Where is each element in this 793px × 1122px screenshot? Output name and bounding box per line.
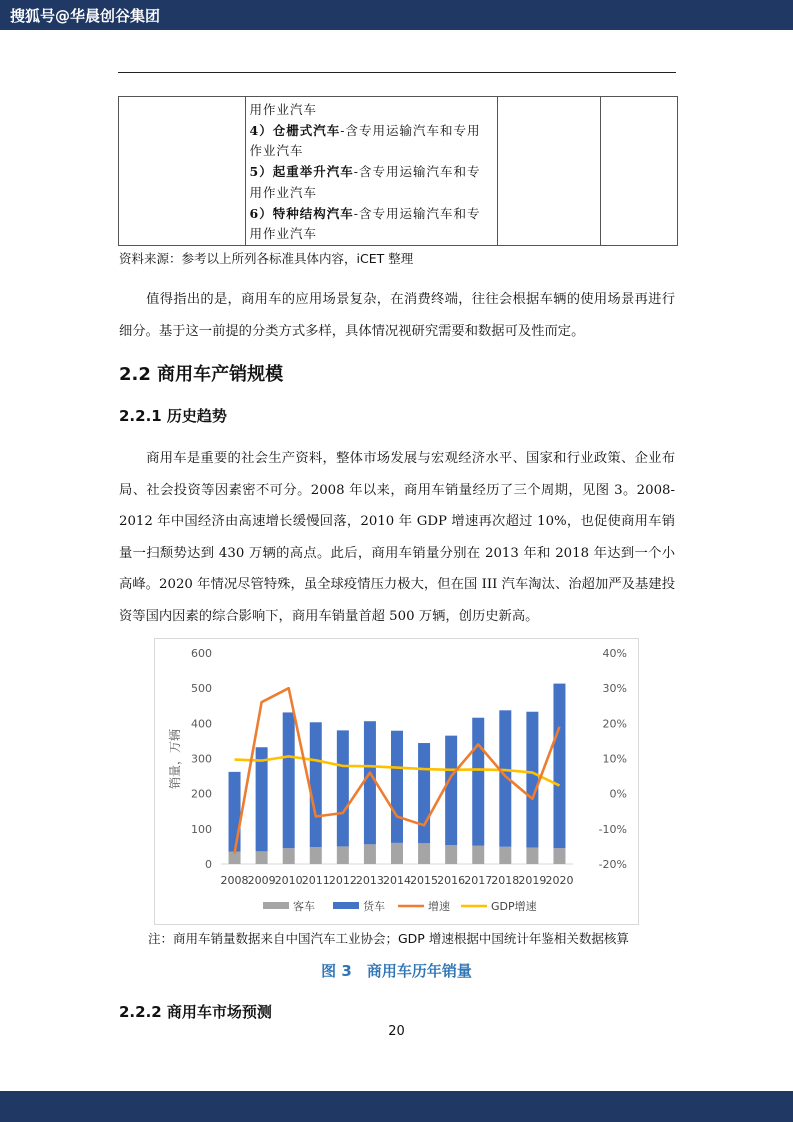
table-source-note: 资料来源：参考以上所列各标准具体内容，iCET 整理 (119, 251, 414, 266)
y2-tick-label: -20% (598, 858, 627, 871)
table-line (250, 121, 493, 142)
table-line-text: 用作业汽车 (249, 184, 318, 200)
bar-truck (229, 772, 241, 852)
page-number: 20 (388, 1024, 405, 1039)
bar-truck (337, 730, 349, 846)
x-tick-label: 2018 (491, 874, 520, 887)
figure-caption: 图 3 商用车历年销量 (321, 962, 472, 980)
y2-tick-label: 40% (602, 647, 627, 660)
bar-bus (337, 846, 349, 864)
bar-truck (283, 712, 295, 848)
bar-bus (283, 848, 295, 864)
bottom-banner (0, 1091, 793, 1122)
y-tick-label: 600 (191, 647, 212, 660)
table-line-text: -含专用运输汽车和专 (353, 164, 481, 180)
legend-label: 增速 (428, 900, 450, 913)
bar-bus (364, 844, 376, 864)
table-line (250, 162, 493, 183)
legend-label: GDP增速 (491, 900, 537, 913)
x-tick-label: 2016 (437, 874, 466, 887)
x-tick-label: 2015 (410, 874, 439, 887)
x-tick-label: 2012 (328, 874, 357, 887)
table-cell-content (245, 97, 497, 246)
table-line-text: 作业汽车 (249, 143, 304, 159)
table-cell-empty-3 (601, 97, 678, 246)
bar-bus (553, 848, 565, 864)
bar-bus (310, 847, 322, 864)
bar-truck (391, 731, 403, 843)
y-tick-label: 0 (205, 858, 212, 871)
bar-bus (472, 846, 484, 864)
y2-tick-label: 10% (602, 752, 627, 766)
legend-swatch (263, 902, 289, 909)
table-line-bold: 5）起重举升汽车 (249, 164, 354, 180)
table-cell-empty-2 (497, 97, 601, 246)
sales-chart-svg (155, 639, 638, 924)
bar-truck (364, 721, 376, 844)
bar-bus (418, 843, 430, 864)
y2-tick-label: 30% (602, 682, 627, 696)
table-line (250, 141, 493, 162)
x-tick-label: 2013 (355, 874, 384, 887)
chart-note: 注：商用车销量数据来自中国汽车工业协会；GDP 增速根据中国统计年鉴相关数据核算 (148, 931, 629, 946)
bar-bus (445, 845, 457, 864)
x-tick-label: 2009 (247, 874, 276, 887)
y-tick-label: 100 (191, 822, 212, 836)
y-tick-label: 500 (191, 682, 212, 696)
bar-bus (256, 851, 268, 864)
y2-tick-label: 0% (609, 787, 627, 801)
bar-truck (472, 718, 484, 846)
bar-truck (526, 712, 538, 848)
paragraph-scenarios: 值得指出的是，商用车的应用场景复杂，在消费终端，往往会根据车辆的使用场景再进行细分。基于这一前提的分类方式多样，具体情况视研究需要和数据可及性而定。 (119, 292, 675, 339)
table-line (250, 204, 493, 225)
table-cell-empty-1 (119, 97, 246, 246)
table-line-bold: 4）仓栅式汽车 (249, 122, 341, 138)
table-line-text: 用作业汽车 (249, 102, 318, 117)
legend-label: 货车 (363, 900, 385, 913)
table-line-bold: 6）特种结构汽车 (249, 205, 354, 221)
table-line (250, 224, 493, 245)
y-tick-label: 400 (191, 717, 212, 731)
y-tick-label: 200 (191, 787, 212, 801)
x-tick-label: 2010 (274, 874, 303, 887)
x-tick-label: 2008 (220, 874, 249, 887)
x-tick-label: 2014 (383, 874, 411, 887)
sales-chart (154, 638, 639, 925)
x-tick-label: 2020 (545, 874, 574, 887)
bar-truck (445, 736, 457, 845)
bar-truck (256, 747, 268, 851)
classification-table (118, 96, 678, 246)
table-line-text: -含专用运输汽车和专 (353, 205, 481, 221)
bar-truck (310, 722, 322, 847)
header-rule (118, 72, 676, 73)
bar-truck (418, 743, 430, 843)
bar-bus (526, 847, 538, 864)
y-tick-label: 300 (191, 752, 212, 766)
paragraph-history: 商用车是重要的社会生产资料，整体市场发展与宏观经济水平、国家和行业政策、企业布局、社会投资等因素密不可分。2008 年以来，商用车销量经历了三个周期，见图 3。2008-2012 年中国经济由高速增长缓慢回落，2010 年 GDP 增速再次超过 10%，也促使商用车销量一扫颓势达到 430 万辆的高点。此后，商用车销量分别在 2013 年和 2018 年达到一个小高峰。2020 年情况尽管特殊，虽全球疫情压力极大，但在国 III 汽车淘汰、治超加严及基建投资等国内因素的综合影响下，商用车销量首超 500 万辆，创历史新高。 (119, 451, 675, 624)
bar-bus (229, 852, 241, 864)
y-axis-label: 销量，万辆 (168, 728, 182, 790)
x-tick-label: 2019 (518, 874, 547, 887)
table-cell-text (246, 97, 497, 245)
brand-watermark: 搜狐号@华晨创谷集团 (10, 7, 161, 25)
x-tick-label: 2017 (464, 874, 493, 887)
legend-swatch (333, 902, 359, 909)
table-line (250, 100, 493, 121)
top-banner (0, 0, 793, 30)
table-line (250, 183, 493, 204)
table-line-text: -含专用运输汽车和专用 (340, 122, 481, 138)
x-tick-label: 2011 (301, 874, 330, 887)
subsection-heading: 2.2.1 历史趋势 (119, 407, 227, 425)
y2-tick-label: 20% (602, 717, 627, 731)
table-line-text: 用作业汽车 (249, 226, 318, 242)
y2-tick-label: -10% (598, 822, 627, 836)
bar-bus (499, 847, 511, 864)
bar-truck (553, 684, 565, 849)
bar-bus (391, 843, 403, 864)
section-heading: 2.2 商用车产销规模 (119, 364, 284, 385)
subsection-heading-2: 2.2.2 商用车市场预测 (119, 1003, 272, 1021)
legend-label: 客车 (293, 900, 315, 913)
